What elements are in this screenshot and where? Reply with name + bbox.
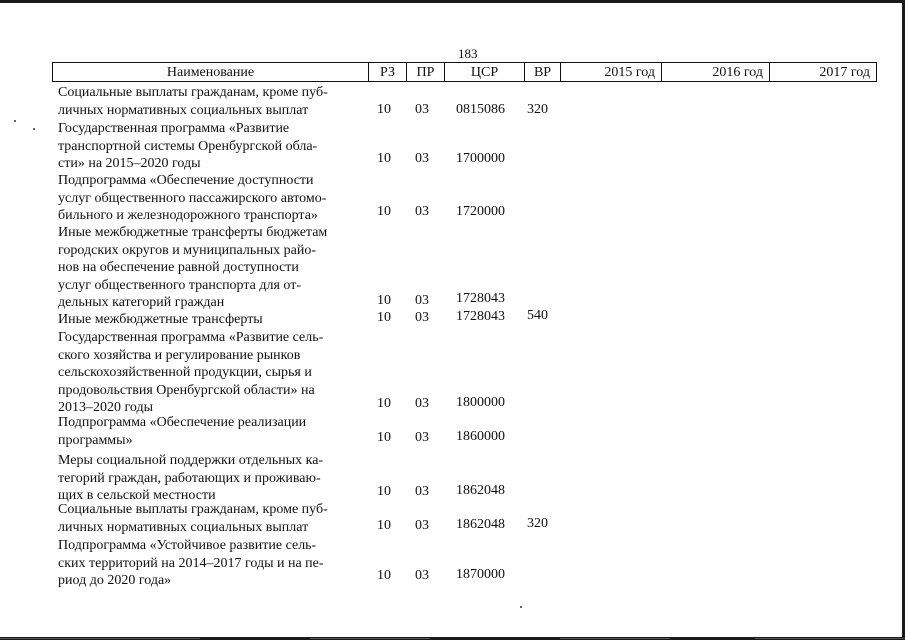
row-1-csr: 0815086 bbox=[456, 102, 505, 117]
row-4-csr: 1728043 bbox=[456, 291, 505, 306]
header-pr: ПР bbox=[407, 63, 445, 81]
row-4-name: Иные межбюджетные трансферты бюджетам городских округов и муниципальных райо- нов на обеспечение равной доступности услуг общественного транспорта для от- дельных категорий граждан bbox=[58, 225, 328, 310]
row-6-rz: 10 bbox=[377, 396, 391, 411]
row-3-csr: 1720000 bbox=[456, 204, 505, 219]
header-2016: 2016 год bbox=[662, 63, 770, 81]
header-2015: 2015 год bbox=[561, 63, 662, 81]
row-10-pr: 03 bbox=[415, 568, 429, 583]
row-3-pr: 03 bbox=[415, 204, 429, 219]
row-8-name: Меры социальной поддержки отдельных ка- тегорий граждан, работающих и проживаю- щих в сельской местности bbox=[58, 453, 324, 503]
row-6-pr: 03 bbox=[415, 396, 429, 411]
row-5-rz: 10 bbox=[377, 310, 391, 325]
scan-edge-line bbox=[755, 638, 905, 639]
row-4-rz: 10 bbox=[377, 293, 391, 308]
scan-edge-line bbox=[0, 638, 200, 639]
header-name: Наименование bbox=[53, 63, 369, 81]
row-7-rz: 10 bbox=[377, 430, 391, 445]
row-10-rz: 10 bbox=[377, 568, 391, 583]
row-5-csr: 1728043 bbox=[456, 309, 505, 324]
row-3-name: Подпрограмма «Обеспечение доступности услуг общественного пассажирского автомо- бильного и железнодорожного транспорта» bbox=[58, 173, 327, 223]
row-2-name: Государственная программа «Развитие транспортной системы Оренбургской обла- сти» на 2015–2020 годы bbox=[58, 121, 318, 171]
row-9-vr: 320 bbox=[527, 516, 548, 531]
row-7-pr: 03 bbox=[415, 430, 429, 445]
row-10-csr: 1870000 bbox=[456, 567, 505, 582]
row-3-rz: 10 bbox=[377, 204, 391, 219]
scan-edge-line bbox=[310, 638, 430, 639]
page-edge-top bbox=[0, 0, 905, 3]
row-9-csr: 1862048 bbox=[456, 517, 505, 532]
row-4-pr: 03 bbox=[415, 293, 429, 308]
row-5-pr: 03 bbox=[415, 310, 429, 325]
header-rz: РЗ bbox=[369, 63, 407, 81]
row-8-csr: 1862048 bbox=[456, 483, 505, 498]
header-vr: ВР bbox=[525, 63, 561, 81]
row-2-rz: 10 bbox=[377, 151, 391, 166]
row-6-csr: 1800000 bbox=[456, 395, 505, 410]
row-8-rz: 10 bbox=[377, 484, 391, 499]
row-10-name: Подпрограмма «Устойчивое развитие сель- ских территорий на 2014–2017 годы и на пе- риод до 2020 года» bbox=[58, 538, 324, 588]
row-1-rz: 10 bbox=[377, 102, 391, 117]
page-number: 183 bbox=[458, 46, 478, 61]
row-7-csr: 1860000 bbox=[456, 429, 505, 444]
row-1-vr: 320 bbox=[527, 102, 548, 117]
row-9-pr: 03 bbox=[415, 518, 429, 533]
row-9-name: Социальные выплаты гражданам, кроме пуб- личных нормативных социальных выплат bbox=[58, 502, 328, 535]
row-7-name: Подпрограмма «Обеспечение реализации программы» bbox=[58, 415, 307, 448]
row-6-name: Государственная программа «Развитие сель- ского хозяйства и регулирование рынков сельскохозяйственной продукции, сырья и продовольствия Оренбургской области» на 2013–2020 годы bbox=[58, 330, 324, 415]
table-header bbox=[52, 62, 877, 82]
row-2-pr: 03 bbox=[415, 151, 429, 166]
scan-speck bbox=[14, 120, 16, 122]
row-5-vr: 540 bbox=[527, 308, 548, 323]
scan-edge-line bbox=[560, 638, 670, 639]
header-csr: ЦСР bbox=[445, 63, 525, 81]
header-2017: 2017 год bbox=[819, 65, 870, 80]
row-8-pr: 03 bbox=[415, 484, 429, 499]
scan-speck bbox=[520, 606, 522, 608]
row-1-pr: 03 bbox=[415, 102, 429, 117]
row-9-rz: 10 bbox=[377, 518, 391, 533]
row-2-csr: 1700000 bbox=[456, 151, 505, 166]
scan-speck bbox=[33, 128, 35, 130]
row-1-name: Социальные выплаты гражданам, кроме пуб- личных нормативных социальных выплат bbox=[58, 85, 328, 118]
row-5-name: Иные межбюджетные трансферты bbox=[58, 312, 263, 327]
